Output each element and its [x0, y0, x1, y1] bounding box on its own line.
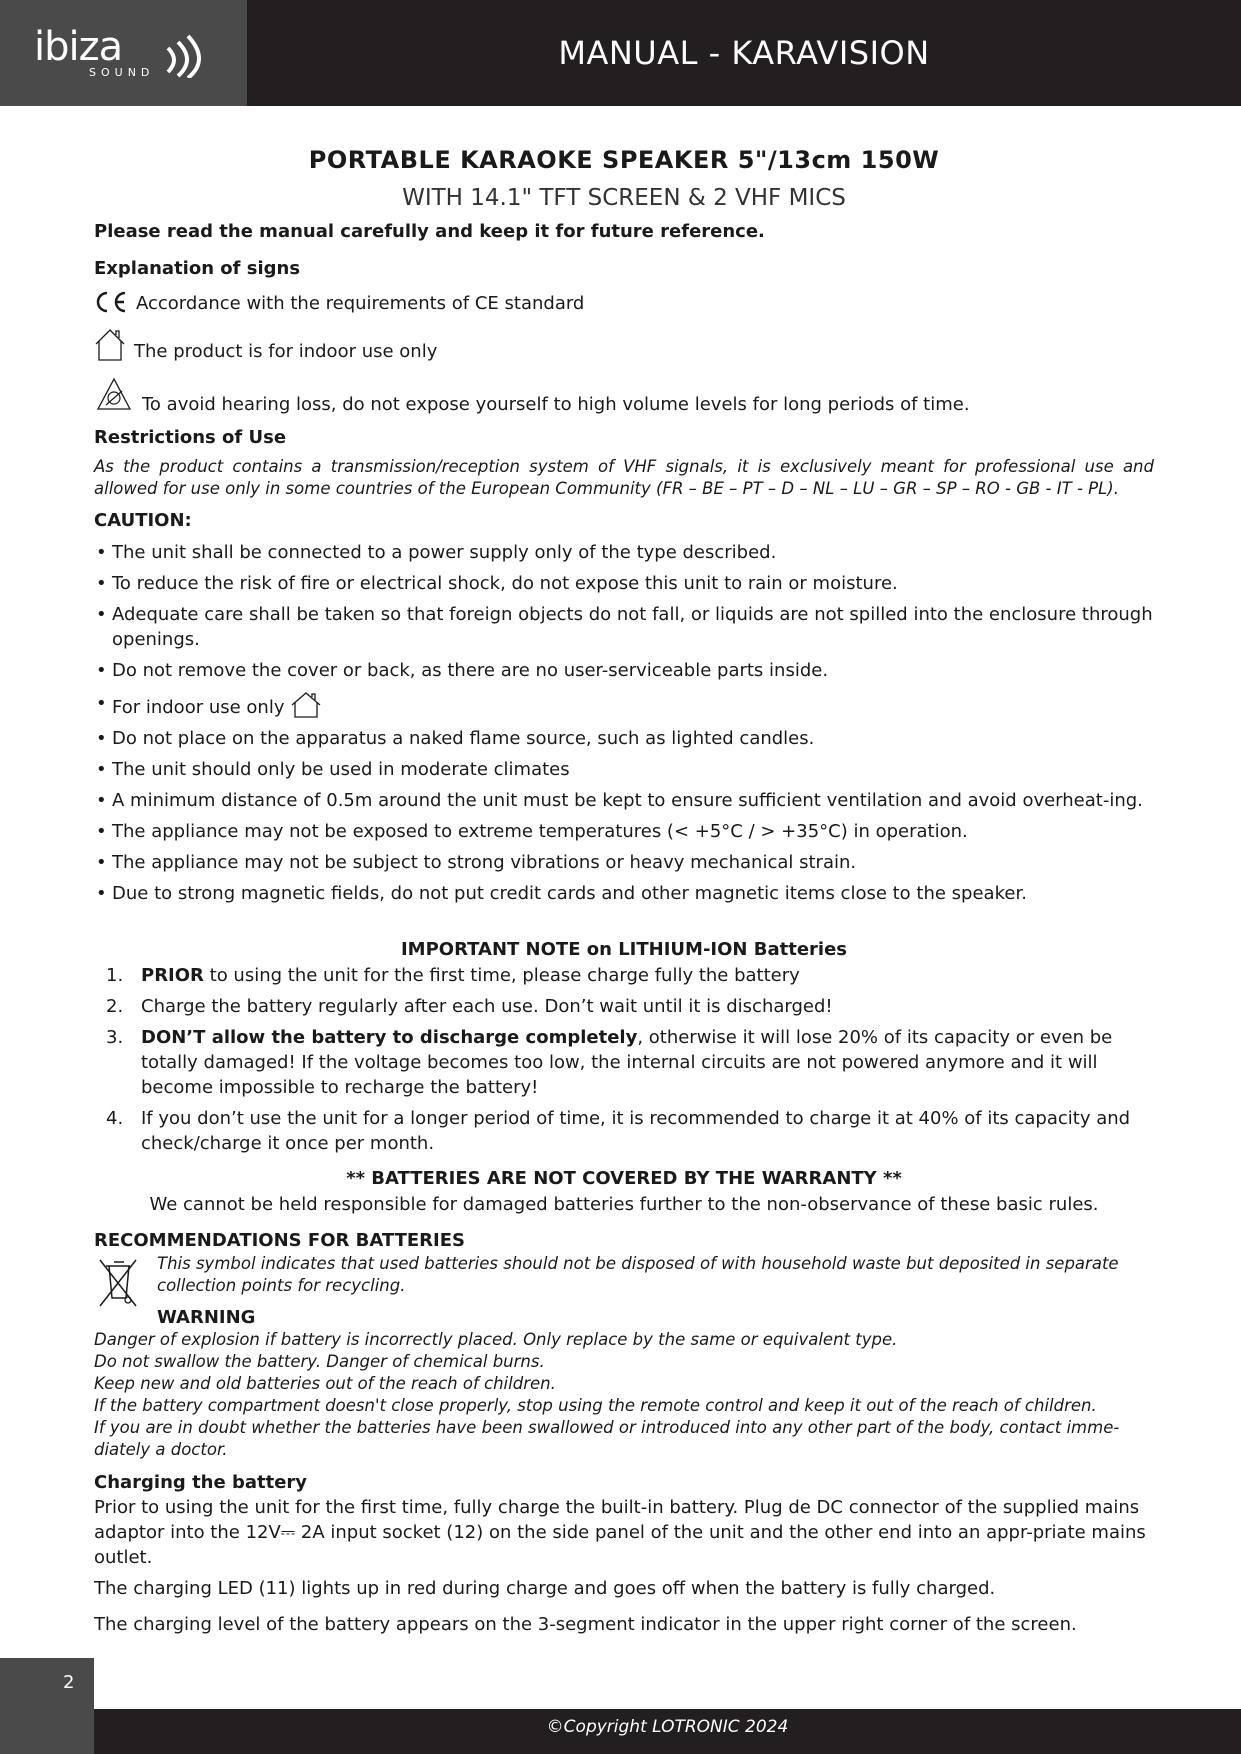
product-title: PORTABLE KARAOKE SPEAKER 5"/13cm 150W [308, 146, 940, 174]
restrictions-heading: Restrictions of Use [94, 427, 287, 448]
list-number: 1. [106, 965, 124, 986]
list-item: • A minimum distance of 0.5m around the unit must be kept to ensure sufficient ventilation and avoid overheat-ing. [94, 788, 1154, 813]
warning-heading: WARNING [157, 1307, 256, 1328]
recommend-heading: RECOMMENDATIONS FOR BATTERIES [94, 1230, 465, 1251]
list-text: , otherwise it will lose 20% of its capacity or even be totally damaged! If the voltage becomes too low, the internal circuits are not powered anymore and it will become impossible to recharge the battery! [141, 1027, 1113, 1098]
list-text: Charge the battery regularly after each use. Don’t wait until it is discharged! [141, 996, 833, 1017]
list-item: • Do not remove the cover or back, as there are no user-serviceable parts inside. [94, 658, 1154, 683]
hearing-warning-icon [94, 373, 134, 415]
signs-heading: Explanation of signs [94, 258, 301, 279]
sign-indoor [94, 328, 437, 362]
list-item [94, 963, 1154, 988]
list-bold: PRIOR [141, 965, 204, 986]
sign-ce [94, 290, 584, 314]
list-text: If you don’t use the unit for a longer period of time, it is recommended to charge it at 40% of its capacity and check/charge it once per month. [141, 1108, 1131, 1154]
footer-bar [94, 1709, 1241, 1754]
list-item: • The unit shall be connected to a power supply only of the type described. [94, 540, 1154, 565]
ce-mark-icon [94, 290, 128, 314]
warning-line: If you are in doubt whether the batteries have been swallowed or introduced into any other part of the body, contact imme-diately a doctor. [94, 1418, 1120, 1459]
list-item-indoor [94, 691, 1154, 720]
list-text: to using the unit for the first time, please charge fully the battery [203, 965, 800, 986]
caution-list [94, 540, 1154, 912]
charging-heading: Charging the battery [94, 1472, 308, 1493]
recycle-text: This symbol indicates that used batteries should not be disposed of with household waste but deposited in separate collection points for recycling. [157, 1254, 1119, 1295]
list-item: • Do not place on the apparatus a naked flame source, such as lighted candles. [94, 726, 1154, 751]
page-number-box [0, 1658, 94, 1754]
logo-wordmark: ibiza [34, 24, 123, 70]
warning-block [94, 1329, 1154, 1461]
header-title: MANUAL - KARAVISION [558, 34, 930, 72]
product-subtitle: WITH 14.1" TFT SCREEN & 2 VHF MICS [402, 185, 846, 211]
sign-ce-text: Accordance with the requirements of CE standard [136, 293, 585, 314]
crossed-bin-icon [94, 1254, 142, 1310]
list-item: • Adequate care shall be taken so that foreign objects do not fall, or liquids are not spilled into the enclosure through openings. [94, 602, 1154, 652]
warranty-heading: ** BATTERIES ARE NOT COVERED BY THE WARRANTY ** [346, 1168, 902, 1189]
list-item: • The unit should only be used in moderate climates [94, 757, 1154, 782]
house-icon [94, 328, 126, 362]
charging-paragraph-2: The charging LED (11) lights up in red during charge and goes off when the battery is fully charged. [94, 1578, 996, 1599]
page-number: 2 [63, 1672, 75, 1693]
sign-hearing-text: To avoid hearing loss, do not expose yourself to high volume levels for long periods of time. [142, 394, 970, 415]
warning-line: Do not swallow the battery. Danger of chemical burns. [94, 1352, 545, 1371]
logo-subtitle: SOUND [89, 66, 155, 79]
list-number: 2. [106, 996, 124, 1017]
warranty-text: We cannot be held responsible for damaged batteries further to the non-observance of these basic rules. [149, 1194, 1099, 1215]
charging-paragraph-3: The charging level of the battery appears on the 3-segment indicator in the upper right corner of the screen. [94, 1614, 1077, 1635]
list-item [94, 1025, 1154, 1100]
list-item: • The appliance may not be exposed to extreme temperatures (< +5°C / > +35°C) in operation. [94, 819, 1154, 844]
list-item: • The appliance may not be subject to strong vibrations or heavy mechanical strain. [94, 850, 1154, 875]
charging-paragraph-1: Prior to using the unit for the first time, fully charge the built-in battery. Plug de DC connector of the supplied mains adaptor into the 12V⎓ 2A input socket (12) on the side panel of the unit and the other end into an appr-priate mains outlet. [94, 1497, 1146, 1568]
list-item: • Due to strong magnetic fields, do not put credit cards and other magnetic items close to the speaker. [94, 881, 1154, 906]
brand-logo [0, 0, 247, 106]
restrictions-text: As the product contains a transmission/reception system of VHF signals, it is exclusively meant for professional use and allowed for use only in some countries of the European Community (FR – BE – PT – D – NL – LU – GR – SP – RO - GB - IT - PL). [94, 457, 1154, 498]
copyright-text: ©Copyright LOTRONIC 2024 [546, 1717, 789, 1737]
warning-line: If the battery compartment doesn't close properly, stop using the remote control and keep it out of the reach of children. [94, 1396, 1097, 1415]
house-icon [290, 691, 322, 719]
list-item [94, 994, 1154, 1019]
page-header [0, 0, 1241, 106]
warning-line: Keep new and old batteries out of the reach of children. [94, 1374, 556, 1393]
lithium-heading: IMPORTANT NOTE on LITHIUM-ION Batteries [400, 939, 848, 960]
list-item: • To reduce the risk of fire or electrical shock, do not expose this unit to rain or moisture. [94, 571, 1154, 596]
lithium-list [94, 963, 1154, 1162]
sound-waves-icon [160, 32, 210, 78]
sign-indoor-text: The product is for indoor use only [134, 341, 438, 362]
list-item [94, 1106, 1154, 1156]
list-item-text: For indoor use only [112, 697, 285, 718]
caution-heading: CAUTION: [94, 510, 192, 531]
list-bold: DON’T allow the battery to discharge completely [141, 1027, 638, 1048]
sign-hearing [94, 373, 970, 415]
warning-line: Danger of explosion if battery is incorrectly placed. Only replace by the same or equivalent type. [94, 1330, 898, 1349]
read-notice: Please read the manual carefully and keep it for future reference. [94, 221, 765, 242]
list-number: 4. [106, 1108, 124, 1129]
list-number: 3. [106, 1027, 124, 1048]
